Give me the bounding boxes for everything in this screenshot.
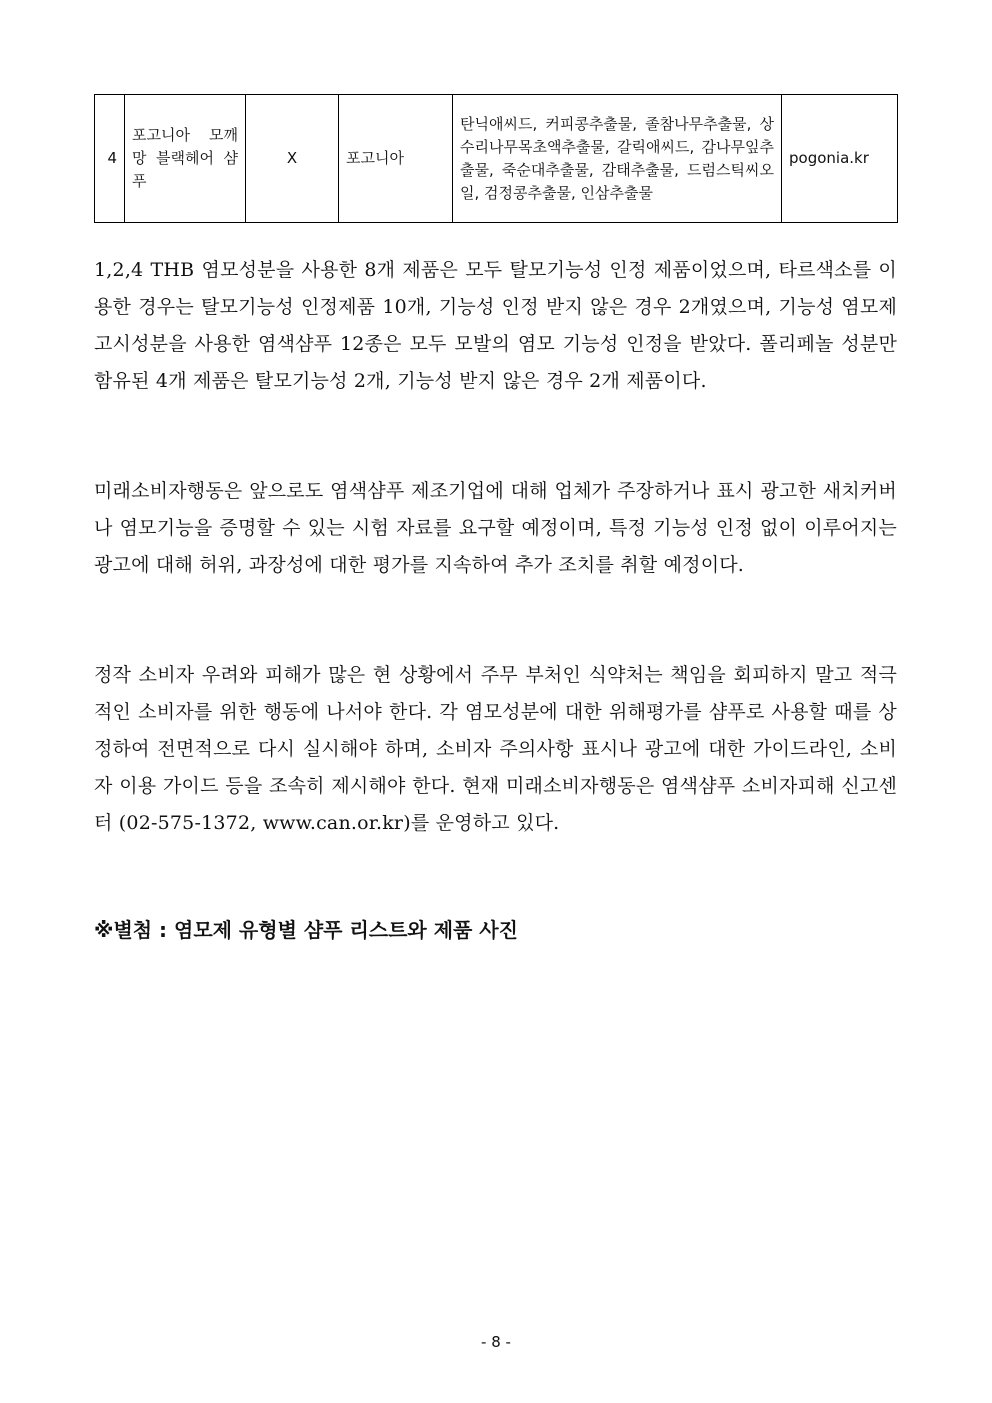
product-table xyxy=(94,94,898,223)
brand-name: 포고니아 xyxy=(339,95,453,223)
paragraph-policy-demand: 정작 소비자 우려와 피해가 많은 현 상황에서 주무 부처인 식약처는 책임을 회피하지 말고 적극적인 소비자를 위한 행동에 나서야 한다. 각 염모성분에 대한 위해평가를 샴푸로 사용할 때를 상정하여 전면적으로 다시 실시해야 하며, 소비자 주의사항 표시나 광고에 대한 가이드라인, 소비자 이용 가이드 등을 조속히 제시해야 한다. 현재 미래소비자행동은 염색샴푸 소비자피해 신고센터 (02-575-1372, www.can.or.kr)를 운영하고 있다. xyxy=(94,664,897,834)
ingredient-list: 탄닉애씨드, 커피콩추출물, 졸참나무추출물, 상수리나무목초액추출물, 갈릭애씨드, 감나무잎추출물, 죽순대추출물, 감태추출물, 드럼스틱씨오일, 검정콩추출물, 인삼추출물 xyxy=(453,95,782,223)
table-row xyxy=(95,95,898,223)
page-number: - 8 - xyxy=(481,1333,511,1351)
paragraph-test-summary: 1,2,4 THB 염모성분을 사용한 8개 제품은 모두 탈모기능성 인정 제품이었으며, 타르색소를 이용한 경우는 탈모기능성 인정제품 10개, 기능성 인정 받지 않은 경우 2개였으며, 기능성 염모제 고시성분을 사용한 염색샴푸 12종은 모두 모발의 염모 기능성 인정을 받았다. 폴리페놀 성분만 함유된 4개 제품은 탈모기능성 2개, 기능성 받지 않은 경우 2개 제품이다. xyxy=(94,259,897,392)
attachment-note: ※별첨 : 염모제 유형별 샴푸 리스트와 제품 사진 xyxy=(94,918,518,942)
paragraph-future-action: 미래소비자행동은 앞으로도 염색샴푸 제조기업에 대해 업체가 주장하거나 표시 광고한 새치커버나 염모기능을 증명할 수 있는 시험 자료를 요구할 예정이며, 특정 기능성 인정 없이 이루어지는 광고에 대해 허위, 과장성에 대한 평가를 지속하여 추가 조치를 취할 예정이다. xyxy=(94,480,897,576)
row-number: 4 xyxy=(95,95,125,223)
certification-mark: X xyxy=(246,95,339,223)
product-name: 포고니아 모깨망 블랙헤어 샴푸 xyxy=(125,95,246,223)
website: pogonia.kr xyxy=(782,95,898,223)
